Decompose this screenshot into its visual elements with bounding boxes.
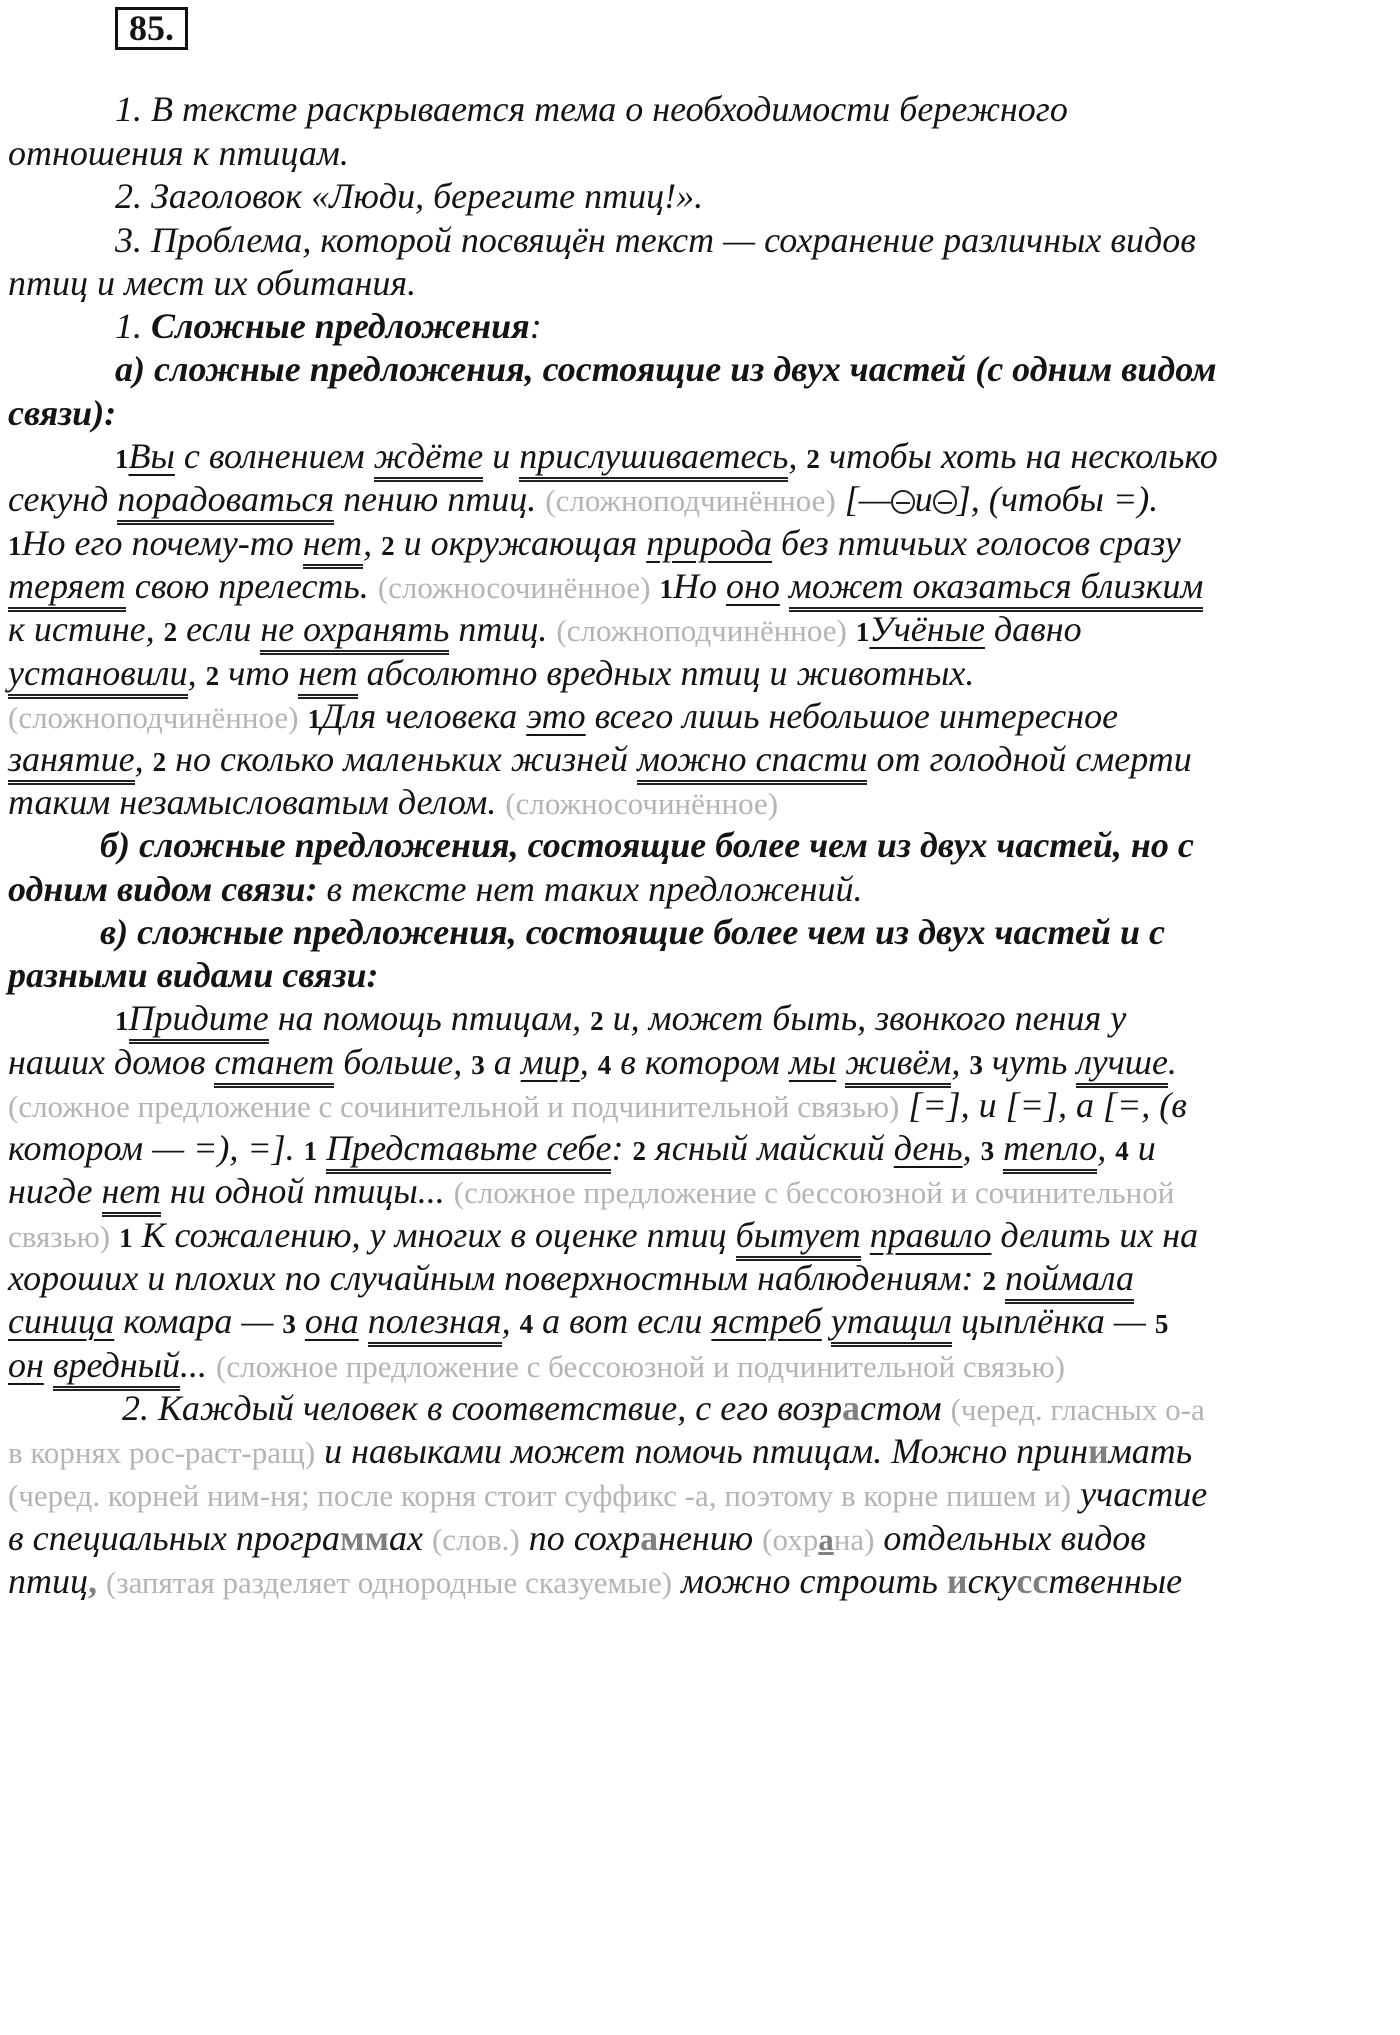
part-number: 1 (115, 444, 129, 474)
subject: она (304, 1301, 359, 1341)
text-span: и (1128, 1128, 1156, 1168)
text-span: секунд (8, 479, 118, 519)
text-line (115, 434, 1390, 481)
sentence-type-note: (сложноподчинённое) (556, 613, 847, 648)
text-line (8, 477, 1390, 523)
scheme: и (914, 479, 933, 519)
subject: день (893, 1128, 963, 1168)
text-span: таким незамысловатым делом. (8, 782, 506, 822)
text-span: нению (658, 1518, 763, 1558)
text-line (8, 521, 1390, 568)
part-number: 4 (1115, 1136, 1129, 1166)
part-number: 2 (152, 747, 167, 777)
text-span: в) сложные предложения, состоящие более чем из двух частей и с (100, 912, 1165, 952)
part-number: 3 (980, 1136, 995, 1166)
text-span (822, 1301, 831, 1341)
text-line (8, 261, 1390, 305)
sentence-type-note: (сложное предложение с бессоюзной и подчинительной связью) (216, 1349, 1065, 1384)
part-number: 2 (806, 444, 820, 474)
text-span: по сохр (519, 1518, 641, 1558)
text-span: ах (388, 1518, 432, 1558)
text-line (8, 1343, 1390, 1389)
subject: ястреб (711, 1301, 822, 1341)
text-line (115, 218, 1390, 262)
predicate: бытует (736, 1215, 861, 1261)
text-span: с волнением (174, 436, 374, 476)
part-number: 5 (1154, 1309, 1169, 1339)
scheme: ], (чтобы =). (956, 479, 1159, 519)
text-line (8, 1126, 1390, 1173)
predicate: лучше (1076, 1042, 1168, 1088)
text-span: и окружающая (394, 523, 647, 563)
subject: Вы (128, 436, 175, 476)
text-span: больше, (334, 1042, 472, 1082)
subject: это (526, 696, 586, 736)
text-span: ясный майский (645, 1128, 894, 1168)
text-span: : (611, 1128, 633, 1168)
predicate: порадоваться (117, 479, 334, 525)
text-span: наших домов (8, 1042, 215, 1082)
predicate: установили (8, 653, 188, 699)
sentence-type-note: (сложноподчинённое) (545, 483, 836, 518)
text-span: от голодной смерти (867, 739, 1192, 779)
text-line (8, 737, 1390, 784)
text-line (8, 780, 1390, 826)
predicate: может оказаться близким (789, 566, 1203, 612)
predicate: не охранять (260, 609, 449, 655)
subject: синица (8, 1301, 115, 1341)
text-span: можно строить (672, 1561, 947, 1601)
predicate: Придите (129, 998, 269, 1044)
part-number: 2 (205, 661, 220, 691)
text-span: : (529, 306, 542, 346)
spelling-note: на) (833, 1522, 875, 1557)
text-span: , (788, 436, 807, 476)
predicate: Представьте себе (326, 1128, 611, 1174)
text-span (780, 566, 789, 606)
subject: мир (520, 1042, 580, 1082)
subsection-heading (100, 823, 1390, 867)
text-span: , (951, 1042, 970, 1082)
spelling-note: в корнях рос-раст-ращ) (8, 1435, 316, 1470)
text-span (296, 1301, 305, 1341)
highlighted-letter: а (841, 1388, 860, 1428)
text-span: чтобы хоть на несколько (819, 436, 1218, 476)
text-span: ... (180, 1345, 217, 1385)
text-line (8, 1559, 1390, 1605)
predicate: вредный (53, 1345, 180, 1391)
text-span: 1. (115, 306, 151, 346)
text-line (115, 87, 1390, 131)
text-span (861, 1215, 870, 1255)
part-number: 1 (855, 617, 870, 647)
text-span: 1. В тексте раскрывается тема о необходимости бережного (115, 89, 1068, 129)
text-span: К сожалению, у многих в оценке птиц (132, 1215, 736, 1255)
text-span: в котором (611, 1042, 789, 1082)
part-number: 2 (163, 617, 178, 647)
text-span (847, 609, 856, 649)
text-span: Но (673, 566, 727, 606)
text-span: хороших и плохих по случайным поверхностным наблюдениям: (8, 1258, 983, 1298)
part-number: 1 (115, 1006, 129, 1036)
part-number: 3 (471, 1050, 485, 1080)
text-span: 2. Заголовок «Люди, берегите птиц!». (115, 176, 704, 216)
text-span: отдельных видов (874, 1518, 1146, 1558)
text-span: чуть (982, 1042, 1077, 1082)
text-span: без птичьих голосов сразу (771, 523, 1181, 563)
predicate: утащил (831, 1301, 952, 1347)
part-number: 1 (307, 704, 321, 734)
subject: оно (726, 566, 780, 606)
text-span: стом (859, 1388, 951, 1428)
predicate: станет (214, 1042, 334, 1088)
text-line (115, 996, 1390, 1043)
text-span: но сколько маленьких жизней (166, 739, 638, 779)
sentence-type-note: (сложносочинённое) (377, 570, 651, 605)
text-span: абсолютно вредных птиц и животных. (357, 653, 975, 693)
subject: природа (646, 523, 772, 563)
predicate: можно спасти (637, 739, 867, 785)
highlighted-punctuation: , (88, 1561, 97, 1601)
text-span: , (501, 1301, 520, 1341)
sentence-type-note: (сложносочинённое) (505, 786, 779, 821)
text-span: 3. Проблема, которой посвящён текст — сохранение различных видов (115, 220, 1196, 260)
text-span: делить их на (991, 1215, 1199, 1255)
text-span: , (962, 1128, 981, 1168)
sentence-type-note: (сложноподчинённое) (8, 700, 299, 735)
text-line (8, 1429, 1390, 1475)
text-line (8, 1040, 1390, 1087)
predicate: полезная (368, 1301, 502, 1347)
text-span: . (1167, 1042, 1177, 1082)
text-line (8, 1213, 1390, 1260)
text-line (8, 131, 1390, 175)
predicate-circle-icon (891, 490, 915, 514)
predicate: нет (303, 523, 363, 569)
part-number: 3 (282, 1309, 296, 1339)
text-span: связи): (8, 393, 117, 433)
text-span: Но его почему-то (21, 523, 303, 563)
text-span: б) сложные предложения, состоящие более чем из двух частей, но с (100, 825, 1194, 865)
part-number: 1 (8, 531, 22, 561)
text-span: отношения к птицам. (8, 133, 349, 173)
text-span (994, 1128, 1003, 1168)
subject: он (8, 1345, 44, 1385)
text-line (8, 1472, 1390, 1518)
text-span: что (219, 653, 299, 693)
part-number: 2 (982, 1266, 996, 1296)
highlighted-letter: а (818, 1522, 834, 1557)
text-span: и (483, 436, 520, 476)
text-span: твенные (1048, 1561, 1183, 1601)
punctuation-note: (запятая разделяет однородные сказуемые) (106, 1565, 673, 1600)
predicate: живём (845, 1042, 951, 1088)
text-line (8, 1299, 1390, 1346)
text-span: птиц (8, 1561, 88, 1601)
highlighted-letter: и (946, 1561, 968, 1601)
text-span (836, 1042, 845, 1082)
subject: правило (869, 1215, 992, 1255)
text-span: и, может быть, звонкого пения у (603, 998, 1127, 1038)
scheme: [=], и [=], а [=, (в (899, 1085, 1187, 1125)
part-number: 2 (381, 531, 395, 561)
text-line (8, 694, 1390, 741)
predicate: ждёте (374, 436, 484, 482)
text-span: разными видами связи: (8, 955, 379, 995)
part-number: 2 (632, 1136, 646, 1166)
predicate: тепло (1003, 1128, 1097, 1174)
text-span: ску (967, 1561, 1017, 1601)
text-line (8, 1169, 1390, 1215)
text-span: на помощь птицам, (268, 998, 591, 1038)
predicate: поймала (1005, 1258, 1134, 1304)
text-span: Для человека (320, 696, 527, 736)
text-span (359, 1301, 368, 1341)
spelling-note: (черед. корней ним-ня; после корня стоит суффикс -а, поэтому в корне пишем и) (8, 1478, 1072, 1513)
sentence-type-note: (сложное предложение с сочинительной и подчинительной связью) (8, 1089, 900, 1124)
text-span: птиц. (449, 609, 557, 649)
text-span: , (187, 653, 206, 693)
subject: Учёные (869, 609, 985, 649)
scheme: [— (835, 479, 891, 519)
text-span: 2. Каждый человек в соответствие, с его возр (122, 1388, 842, 1428)
sentence-type-note: (сложное предложение с бессоюзной и сочинительной (453, 1175, 1175, 1210)
text-span: если (177, 609, 261, 649)
part-number: 1 (119, 1223, 133, 1253)
text-line (8, 867, 1390, 911)
text-span: в тексте нет таких предложений. (317, 869, 863, 909)
text-span: , (134, 739, 153, 779)
part-number: 4 (597, 1050, 612, 1080)
part-number: 3 (969, 1050, 983, 1080)
text-line (8, 651, 1390, 698)
predicate: нет (298, 653, 357, 699)
text-span: , (579, 1042, 598, 1082)
text-line (122, 1386, 1390, 1432)
text-line (8, 1516, 1390, 1562)
part-number: 1 (659, 574, 674, 604)
predicate: нет (102, 1171, 161, 1217)
subsection-heading (8, 391, 1390, 435)
text-span: участие (1071, 1474, 1208, 1514)
text-span: а (484, 1042, 521, 1082)
part-number: 1 (303, 1136, 318, 1166)
part-number: 4 (519, 1309, 534, 1339)
scheme: котором — =), =]. (8, 1128, 304, 1168)
text-line (8, 1256, 1390, 1303)
subsection-heading: одним видом связи: (8, 869, 318, 909)
text-span (651, 566, 660, 606)
text-span: а) сложные предложения, состоящие из двух частей (с одним видом (115, 349, 1217, 389)
subject: мы (788, 1042, 837, 1082)
text-span: а вот если (533, 1301, 712, 1341)
highlighted-letter: мм (339, 1518, 389, 1558)
spelling-note: (черед. гласных о-а (950, 1392, 1205, 1427)
text-span: комара — (114, 1301, 283, 1341)
spelling-note: (охр (762, 1522, 819, 1557)
text-span: в специальных програ (8, 1518, 340, 1558)
predicate: занятие (8, 739, 135, 785)
text-line (8, 564, 1390, 611)
predicate: прислушиваетесь (519, 436, 788, 482)
highlighted-letter: и (1087, 1431, 1109, 1471)
text-span: и навыками может помочь птицам. Можно прин (315, 1431, 1088, 1471)
highlighted-letter: сс (1016, 1561, 1049, 1601)
text-span: , (363, 523, 382, 563)
text-span: пению птиц. (334, 479, 546, 519)
text-span (317, 1128, 326, 1168)
highlighted-letter: а (640, 1518, 659, 1558)
text-span: давно (984, 609, 1082, 649)
part-number: 2 (590, 1006, 604, 1036)
text-line (115, 174, 1390, 218)
predicate: теряет (8, 566, 126, 612)
text-span (97, 1561, 106, 1601)
section-heading: Сложные предложения (151, 306, 530, 346)
text-span (44, 1345, 53, 1385)
subsection-heading (100, 910, 1390, 954)
text-span: мать (1108, 1431, 1193, 1471)
text-line (8, 1083, 1390, 1129)
sentence-type-note: связью) (8, 1219, 111, 1254)
text-line (115, 304, 1390, 348)
text-span: , (1097, 1128, 1116, 1168)
text-span: к истине, (8, 609, 164, 649)
subsection-heading (115, 347, 1390, 391)
predicate-circle-icon (933, 490, 957, 514)
text-span: нигде (8, 1171, 102, 1211)
text-span: всего лишь небольшое интересное (585, 696, 1119, 736)
text-span: цыплёнка — (952, 1301, 1155, 1341)
text-span: свою прелесть. (125, 566, 378, 606)
text-span (996, 1258, 1005, 1298)
task-number-box: 85. (115, 7, 188, 50)
text-span: птиц и мест их обитания. (8, 263, 417, 303)
subsection-heading (8, 953, 1390, 997)
text-span (110, 1215, 119, 1255)
text-span: ни одной птицы... (160, 1171, 454, 1211)
text-line (8, 607, 1390, 654)
spelling-note: (слов.) (431, 1522, 520, 1557)
